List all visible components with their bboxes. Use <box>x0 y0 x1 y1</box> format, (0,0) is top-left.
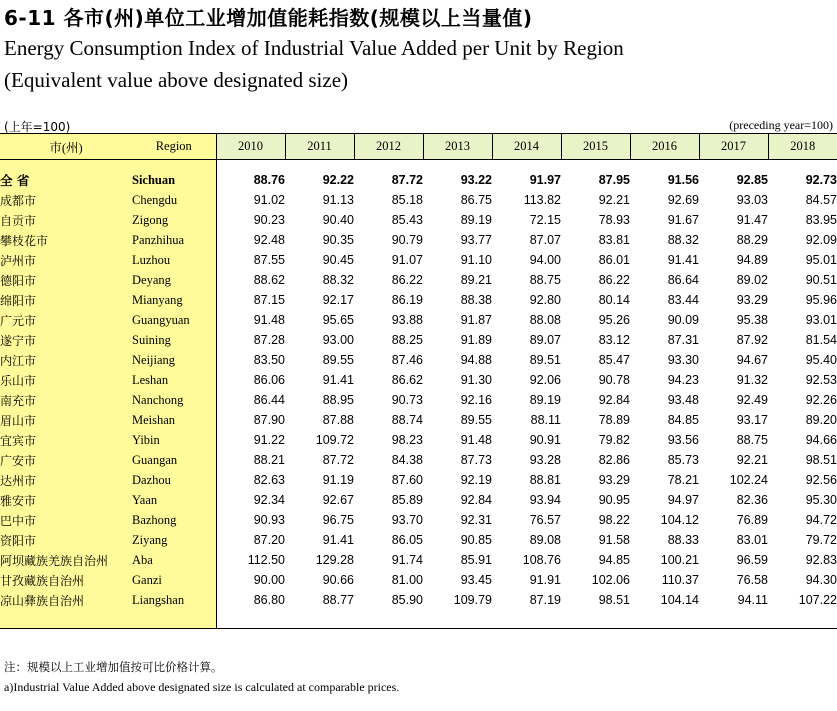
cell-value: 86.75 <box>460 193 492 207</box>
row-city: 雅安市 <box>0 490 132 510</box>
cell-value: 91.02 <box>253 193 285 207</box>
cell-value: 86.01 <box>598 253 630 267</box>
cell-value: 90.78 <box>598 373 630 387</box>
cell-value: 91.48 <box>460 433 492 447</box>
cell-value: 90.45 <box>322 253 354 267</box>
cell-value: 100.21 <box>660 553 699 567</box>
cell-value: 87.20 <box>253 533 285 547</box>
cell-value: 85.18 <box>391 193 423 207</box>
cell-value: 89.02 <box>736 273 768 287</box>
cell-value: 92.06 <box>529 373 561 387</box>
cell-value: 88.95 <box>322 393 354 407</box>
cell-value: 92.49 <box>736 393 768 407</box>
cell-value: 91.32 <box>736 373 768 387</box>
cell-value: 88.25 <box>391 333 423 347</box>
table-row <box>0 570 837 590</box>
cell-value: 92.67 <box>322 493 354 507</box>
cell-value: 98.51 <box>805 453 837 467</box>
table-row <box>0 430 837 450</box>
row-city: 德阳市 <box>0 270 132 290</box>
table-body <box>0 160 837 629</box>
cell-value: 102.24 <box>729 473 768 487</box>
header-city: 市(州) <box>0 134 132 160</box>
cell-value: 93.17 <box>736 413 768 427</box>
cell-value: 91.56 <box>667 173 699 187</box>
header-year: 2011 <box>285 134 354 160</box>
cell-value: 92.17 <box>322 293 354 307</box>
table-row <box>0 250 837 270</box>
cell-value: 95.96 <box>805 293 837 307</box>
cell-value: 94.00 <box>529 253 561 267</box>
cell-value: 76.89 <box>736 513 768 527</box>
unit-note-chinese: (上年=100) <box>4 120 71 134</box>
row-city: 全 省 <box>0 170 132 190</box>
cell-value: 91.47 <box>736 213 768 227</box>
cell-value: 86.05 <box>391 533 423 547</box>
cell-value: 93.88 <box>391 313 423 327</box>
cell-value: 93.01 <box>805 313 837 327</box>
row-city: 绵阳市 <box>0 290 132 310</box>
row-region: Yibin <box>132 430 216 450</box>
table-row <box>0 470 837 490</box>
cell-value: 72.15 <box>529 213 561 227</box>
cell-value: 88.08 <box>529 313 561 327</box>
table-row <box>0 330 837 350</box>
unit-note-english: (preceding year=100) <box>729 118 833 132</box>
row-region: Liangshan <box>132 590 216 610</box>
cell-value: 89.55 <box>322 353 354 367</box>
row-city: 凉山彝族自治州 <box>0 590 132 610</box>
cell-value: 83.12 <box>598 333 630 347</box>
table-row <box>0 350 837 370</box>
cell-value: 80.14 <box>598 293 630 307</box>
cell-value: 91.67 <box>667 213 699 227</box>
header-region: Region <box>132 134 216 160</box>
cell-value: 93.03 <box>736 193 768 207</box>
cell-value: 86.22 <box>391 273 423 287</box>
row-region: Nanchong <box>132 390 216 410</box>
table-row <box>0 210 837 230</box>
cell-value: 87.95 <box>598 173 630 187</box>
cell-value: 93.28 <box>529 453 561 467</box>
cell-value: 95.40 <box>805 353 837 367</box>
row-city: 乐山市 <box>0 370 132 390</box>
row-region: Neijiang <box>132 350 216 370</box>
cell-value: 93.70 <box>391 513 423 527</box>
cell-value: 92.83 <box>805 553 837 567</box>
cell-value: 85.91 <box>460 553 492 567</box>
cell-value: 93.77 <box>460 233 492 247</box>
cell-value: 92.53 <box>805 373 837 387</box>
cell-value: 79.82 <box>598 433 630 447</box>
cell-value: 91.58 <box>598 533 630 547</box>
cell-value: 92.34 <box>253 493 285 507</box>
cell-value: 76.57 <box>529 513 561 527</box>
table-row <box>0 590 837 610</box>
table-row <box>0 490 837 510</box>
cell-value: 89.08 <box>529 533 561 547</box>
cell-value: 88.38 <box>460 293 492 307</box>
table-row <box>0 390 837 410</box>
cell-value: 82.36 <box>736 493 768 507</box>
row-city: 遂宁市 <box>0 330 132 350</box>
cell-value: 112.50 <box>247 553 285 567</box>
cell-value: 86.19 <box>391 293 423 307</box>
cell-value: 91.97 <box>529 173 561 187</box>
cell-value: 90.09 <box>667 313 699 327</box>
cell-value: 79.72 <box>805 533 837 547</box>
row-city: 资阳市 <box>0 530 132 550</box>
cell-value: 92.84 <box>598 393 630 407</box>
cell-value: 95.30 <box>805 493 837 507</box>
cell-value: 86.62 <box>391 373 423 387</box>
cell-value: 88.11 <box>530 413 561 427</box>
cell-value: 87.88 <box>322 413 354 427</box>
header-year: 2012 <box>354 134 423 160</box>
cell-value: 94.66 <box>805 433 837 447</box>
header-year: 2010 <box>216 134 285 160</box>
table-row <box>0 450 837 470</box>
cell-value: 87.19 <box>529 593 561 607</box>
cell-value: 90.40 <box>322 213 354 227</box>
cell-value: 85.90 <box>391 593 423 607</box>
cell-value: 88.33 <box>667 533 699 547</box>
cell-value: 92.69 <box>667 193 699 207</box>
table-row <box>0 370 837 390</box>
table-row <box>0 230 837 250</box>
row-city: 内江市 <box>0 350 132 370</box>
row-region: Ziyang <box>132 530 216 550</box>
cell-value: 85.47 <box>598 353 630 367</box>
cell-value: 91.74 <box>391 553 423 567</box>
table-row <box>0 290 837 310</box>
cell-value: 83.81 <box>598 233 630 247</box>
cell-value: 83.01 <box>736 533 768 547</box>
row-region: Chengdu <box>132 190 216 210</box>
cell-value: 92.48 <box>253 233 285 247</box>
row-region: Aba <box>132 550 216 570</box>
table-row-total <box>0 170 837 190</box>
cell-value: 92.85 <box>736 173 768 187</box>
cell-value: 78.21 <box>667 473 699 487</box>
footnote-english: a)Industrial Value Added above designated size is calculated at comparable prices. <box>4 680 400 694</box>
header-year: 2017 <box>699 134 768 160</box>
table-header-row <box>0 134 837 160</box>
cell-value: 88.76 <box>253 173 285 187</box>
cell-value: 91.19 <box>322 473 354 487</box>
cell-value: 88.32 <box>322 273 354 287</box>
row-city: 广元市 <box>0 310 132 330</box>
row-region: Meishan <box>132 410 216 430</box>
cell-value: 96.75 <box>322 513 354 527</box>
cell-value: 110.37 <box>661 573 699 587</box>
cell-value: 84.38 <box>391 453 423 467</box>
row-region: Leshan <box>132 370 216 390</box>
cell-value: 91.13 <box>322 193 354 207</box>
cell-value: 87.90 <box>253 413 285 427</box>
cell-value: 91.91 <box>529 573 561 587</box>
row-region: Panzhihua <box>132 230 216 250</box>
cell-value: 104.14 <box>660 593 699 607</box>
header-year: 2018 <box>768 134 837 160</box>
cell-value: 129.28 <box>315 553 354 567</box>
row-city: 巴中市 <box>0 510 132 530</box>
header-year: 2016 <box>630 134 699 160</box>
cell-value: 95.65 <box>322 313 354 327</box>
cell-value: 88.62 <box>253 273 285 287</box>
cell-value: 87.31 <box>667 333 699 347</box>
cell-value: 92.26 <box>805 393 837 407</box>
row-city: 达州市 <box>0 470 132 490</box>
cell-value: 87.72 <box>391 173 423 187</box>
cell-value: 87.15 <box>253 293 285 307</box>
table-row <box>0 530 837 550</box>
cell-value: 87.73 <box>460 453 492 467</box>
row-region: Guangyuan <box>132 310 216 330</box>
cell-value: 89.20 <box>805 413 837 427</box>
cell-value: 88.81 <box>529 473 561 487</box>
cell-value: 82.63 <box>253 473 285 487</box>
cell-value: 88.74 <box>391 413 423 427</box>
cell-value: 92.80 <box>529 293 561 307</box>
cell-value: 92.56 <box>805 473 837 487</box>
cell-value: 83.44 <box>667 293 699 307</box>
cell-value: 90.93 <box>253 513 285 527</box>
cell-value: 84.85 <box>667 413 699 427</box>
cell-value: 86.22 <box>598 273 630 287</box>
footnote-chinese: 注：规模以上工业增加值按可比价格计算。 <box>4 660 223 674</box>
cell-value: 91.41 <box>322 533 354 547</box>
cell-value: 108.76 <box>522 553 561 567</box>
cell-value: 84.57 <box>805 193 837 207</box>
row-city: 甘孜藏族自治州 <box>0 570 132 590</box>
cell-value: 94.97 <box>667 493 699 507</box>
row-region: Bazhong <box>132 510 216 530</box>
cell-value: 93.22 <box>460 173 492 187</box>
cell-value: 91.07 <box>391 253 423 267</box>
cell-value: 94.30 <box>805 573 837 587</box>
cell-value: 90.73 <box>391 393 423 407</box>
row-region: Luzhou <box>132 250 216 270</box>
cell-value: 81.54 <box>805 333 837 347</box>
cell-value: 81.00 <box>391 573 423 587</box>
cell-value: 90.66 <box>322 573 354 587</box>
cell-value: 92.73 <box>805 173 837 187</box>
row-region: Yaan <box>132 490 216 510</box>
cell-value: 91.41 <box>667 253 699 267</box>
cell-value: 93.45 <box>460 573 492 587</box>
cell-value: 78.89 <box>598 413 630 427</box>
cell-value: 91.10 <box>460 253 492 267</box>
table-row <box>0 510 837 530</box>
cell-value: 90.00 <box>253 573 285 587</box>
cell-value: 88.29 <box>736 233 768 247</box>
cell-value: 109.72 <box>315 433 354 447</box>
cell-value: 93.29 <box>736 293 768 307</box>
cell-value: 89.55 <box>460 413 492 427</box>
table-row <box>0 310 837 330</box>
cell-value: 86.44 <box>253 393 285 407</box>
cell-value: 90.95 <box>598 493 630 507</box>
row-city: 阿坝藏族羌族自治州 <box>0 550 132 570</box>
cell-value: 89.19 <box>460 213 492 227</box>
cell-value: 93.30 <box>667 353 699 367</box>
row-region: Ganzi <box>132 570 216 590</box>
header-year: 2014 <box>492 134 561 160</box>
cell-value: 102.06 <box>591 573 630 587</box>
cell-value: 98.51 <box>598 593 630 607</box>
cell-value: 93.56 <box>667 433 699 447</box>
cell-value: 94.88 <box>460 353 492 367</box>
cell-value: 87.72 <box>322 453 354 467</box>
cell-value: 90.79 <box>391 233 423 247</box>
cell-value: 86.64 <box>667 273 699 287</box>
cell-value: 92.22 <box>322 173 354 187</box>
cell-value: 109.79 <box>453 593 492 607</box>
cell-value: 92.21 <box>736 453 768 467</box>
cell-value: 96.59 <box>736 553 768 567</box>
table-title-chinese: 6-11 各市(州)单位工业增加值能耗指数(规模以上当量值) <box>4 6 533 30</box>
row-city: 攀枝花市 <box>0 230 132 250</box>
cell-value: 87.60 <box>391 473 423 487</box>
cell-value: 78.93 <box>598 213 630 227</box>
cell-value: 87.07 <box>529 233 561 247</box>
energy-index-table <box>0 133 837 629</box>
cell-value: 98.23 <box>391 433 423 447</box>
cell-value: 89.07 <box>529 333 561 347</box>
cell-value: 86.06 <box>253 373 285 387</box>
table-row <box>0 270 837 290</box>
cell-value: 104.12 <box>660 513 699 527</box>
cell-value: 88.77 <box>322 593 354 607</box>
row-region: Mianyang <box>132 290 216 310</box>
cell-value: 76.58 <box>736 573 768 587</box>
row-city: 南充市 <box>0 390 132 410</box>
cell-value: 94.85 <box>598 553 630 567</box>
cell-value: 90.91 <box>529 433 561 447</box>
cell-value: 90.23 <box>253 213 285 227</box>
cell-value: 93.94 <box>529 493 561 507</box>
cell-value: 94.67 <box>736 353 768 367</box>
table-row <box>0 190 837 210</box>
cell-value: 89.21 <box>460 273 492 287</box>
table-row <box>0 550 837 570</box>
cell-value: 88.32 <box>667 233 699 247</box>
cell-value: 87.46 <box>391 353 423 367</box>
cell-value: 94.89 <box>736 253 768 267</box>
cell-value: 83.95 <box>805 213 837 227</box>
row-city: 自贡市 <box>0 210 132 230</box>
cell-value: 93.29 <box>598 473 630 487</box>
cell-value: 85.43 <box>391 213 423 227</box>
cell-value: 88.21 <box>253 453 285 467</box>
row-region: Suining <box>132 330 216 350</box>
table-subtitle-english: (Equivalent value above designated size) <box>4 68 349 92</box>
cell-value: 92.19 <box>460 473 492 487</box>
cell-value: 107.22 <box>798 593 837 607</box>
row-city: 成都市 <box>0 190 132 210</box>
cell-value: 94.23 <box>667 373 699 387</box>
cell-value: 95.01 <box>805 253 837 267</box>
cell-value: 93.48 <box>667 393 699 407</box>
cell-value: 92.31 <box>460 513 492 527</box>
cell-value: 91.87 <box>460 313 492 327</box>
row-city: 广安市 <box>0 450 132 470</box>
cell-value: 82.86 <box>598 453 630 467</box>
row-city: 宜宾市 <box>0 430 132 450</box>
table-row <box>0 410 837 430</box>
cell-value: 95.26 <box>598 313 630 327</box>
cell-value: 92.21 <box>598 193 630 207</box>
cell-value: 85.89 <box>391 493 423 507</box>
cell-value: 87.55 <box>253 253 285 267</box>
cell-value: 90.51 <box>805 273 837 287</box>
cell-value: 90.85 <box>460 533 492 547</box>
cell-value: 86.80 <box>253 593 285 607</box>
cell-value: 95.38 <box>736 313 768 327</box>
row-region: Deyang <box>132 270 216 290</box>
header-year: 2013 <box>423 134 492 160</box>
row-region: Zigong <box>132 210 216 230</box>
cell-value: 91.89 <box>460 333 492 347</box>
row-region: Sichuan <box>132 170 216 190</box>
cell-value: 92.09 <box>805 233 837 247</box>
row-region: Guangan <box>132 450 216 470</box>
row-city: 眉山市 <box>0 410 132 430</box>
cell-value: 98.22 <box>598 513 630 527</box>
cell-value: 85.73 <box>667 453 699 467</box>
cell-value: 87.28 <box>253 333 285 347</box>
header-year: 2015 <box>561 134 630 160</box>
row-region: Dazhou <box>132 470 216 490</box>
cell-value: 92.16 <box>460 393 492 407</box>
cell-value: 88.75 <box>736 433 768 447</box>
cell-value: 113.82 <box>523 193 561 207</box>
cell-value: 89.51 <box>529 353 561 367</box>
cell-value: 90.35 <box>322 233 354 247</box>
cell-value: 93.00 <box>322 333 354 347</box>
cell-value: 94.72 <box>805 513 837 527</box>
cell-value: 83.50 <box>253 353 285 367</box>
cell-value: 91.30 <box>460 373 492 387</box>
cell-value: 87.92 <box>736 333 768 347</box>
row-city: 泸州市 <box>0 250 132 270</box>
cell-value: 89.19 <box>529 393 561 407</box>
cell-value: 94.11 <box>737 593 768 607</box>
cell-value: 88.75 <box>529 273 561 287</box>
cell-value: 91.48 <box>253 313 285 327</box>
cell-value: 91.41 <box>322 373 354 387</box>
table-title-english: Energy Consumption Index of Industrial Value Added per Unit by Region <box>4 36 624 60</box>
cell-value: 92.84 <box>460 493 492 507</box>
cell-value: 91.22 <box>253 433 285 447</box>
